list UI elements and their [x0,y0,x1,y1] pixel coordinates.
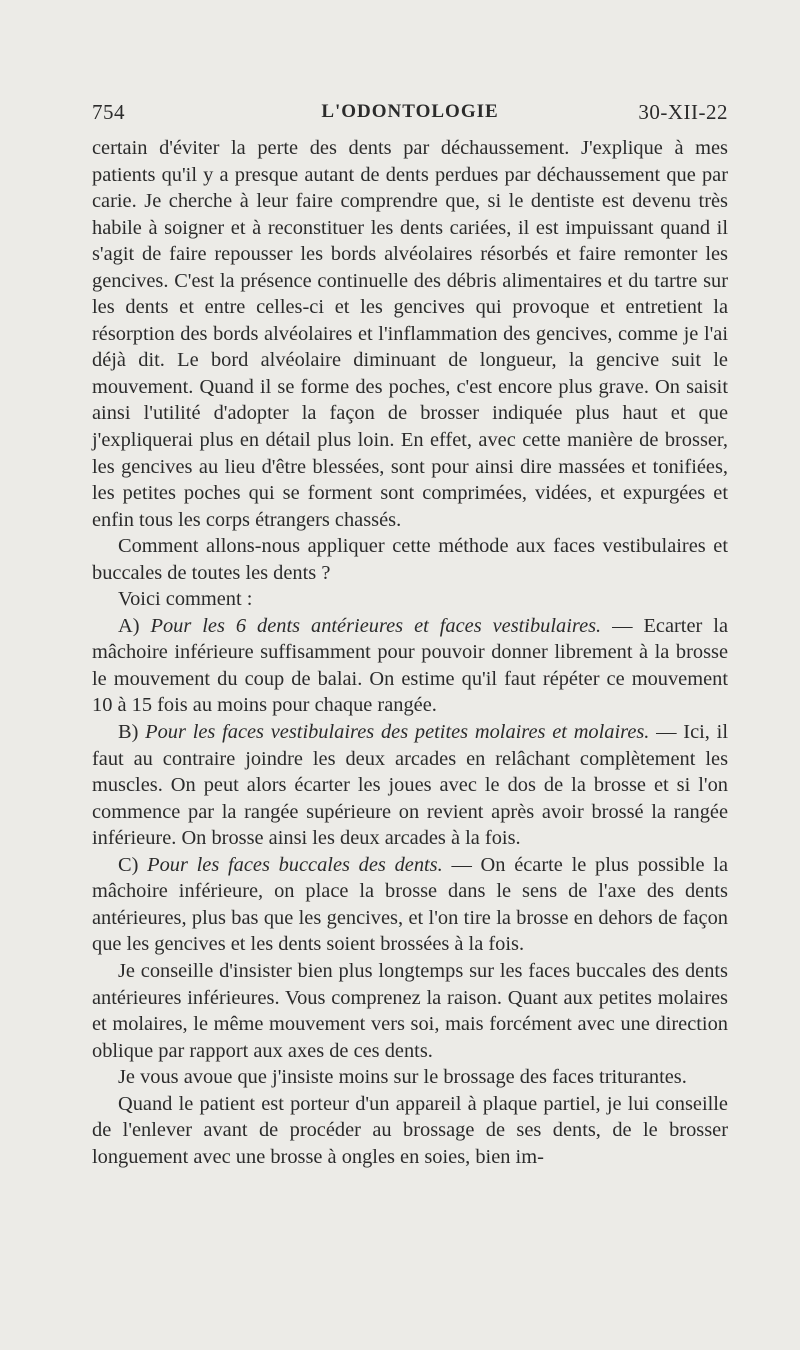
body-text [92,135,728,1170]
section-text: — On écarte le plus possible la mâchoire inférieure, on place la brosse dans le sens de l'axe des dents antérieures, plus bas que les gencives, et l'on tire la brosse en dehors de façon que les gencives et les dents soient brossées à la fois. [92,853,728,956]
page-number: 754 [92,100,125,124]
paragraph: Je vous avoue que j'insiste moins sur le brossage des faces triturantes. [118,1066,687,1089]
section-text: — Ici, il faut au contraire joindre les deux arcades en relâchant complètement les muscles. On peut alors écarter les joues avec le dos de la brosse et si l'on commence par la rangée supérieure on revient après avoir brossé la rangée inférieure. On brosse ainsi les deux arcades à la fois. [92,721,728,850]
paragraph: certain d'éviter la perte des dents par déchaussement. J'explique à mes patients qu'il y a presque autant de dents perdues par déchaussement que par carie. Je cherche à leur faire comprendre que, si le dentiste est devenu très habile à soigner et à reconstituer les dents cariées, il est impuissant quand il s'agit de faire repousser les bords alvéolaires résorbés et faire remonter les gencives. C'est la présence continuelle des débris alimentaires et du tartre sur les dents et entre celles-ci et les gencives qui provoque et entretient la résorption des bords alvéolaires et l'inflammation des gencives, comme je l'ai déjà dit. Le bord alvéolaire diminuant de longueur, la gencive suit le mouvement. Quand il se forme des poches, c'est encore plus grave. On saisit ainsi l'utilité d'adopter la façon de brosser indiquée plus haut et que j'expliquerai plus en détail plus loin. En effet, avec cette manière de brosser, les gencives au lieu d'être blessées, sont pour ainsi dire massées et tonifiées, les petites poches qui se forment sont comprimées, vidées, et expurgées et enfin tous les corps étrangers chassés. [92,137,728,531]
paragraph: Quand le patient est porteur d'un appareil à plaque partiel, je lui conseille de l'enlever avant de procéder au brossage de ses dents, de le brosser longuement avec une brosse à ongles en soies, bien im- [92,1092,728,1168]
paragraph-section-b [92,719,728,852]
section-title: Pour les faces vestibulaires des petites molaires et molaires. [145,721,650,744]
section-label: B) [118,721,139,744]
running-header [92,100,728,128]
section-title: Pour les faces buccales des dents. [147,853,443,876]
paragraph: Voici comment : [118,588,253,611]
section-title: Pour les 6 dents antérieures et faces vestibulaires. [150,614,602,637]
paragraph-section-c [92,852,728,958]
paragraph: Comment allons-nous appliquer cette méthode aux faces vestibulaires et buccales de toutes les dents ? [92,535,728,584]
section-label: A) [118,614,140,637]
paragraph: Je conseille d'insister bien plus longtemps sur les faces buccales des dents antérieures inférieures. Vous comprenez la raison. Quant aux petites molaires et molaires, le même mouvement vers soi, mais forcément avec une direction oblique par rapport aux axes de ces dents. [92,959,728,1062]
section-text: — Ecarter la mâchoire inférieure suffisamment pour pouvoir donner librement à la brosse le mouvement du coup de balai. On estime qu'il faut répéter ce mouvement 10 à 15 fois au moins pour chaque rangée. [92,614,728,717]
running-title: L'ODONTOLOGIE [321,101,499,122]
issue-date: 30-XII-22 [638,100,728,124]
section-label: C) [118,853,139,876]
paragraph-section-a [92,613,728,719]
